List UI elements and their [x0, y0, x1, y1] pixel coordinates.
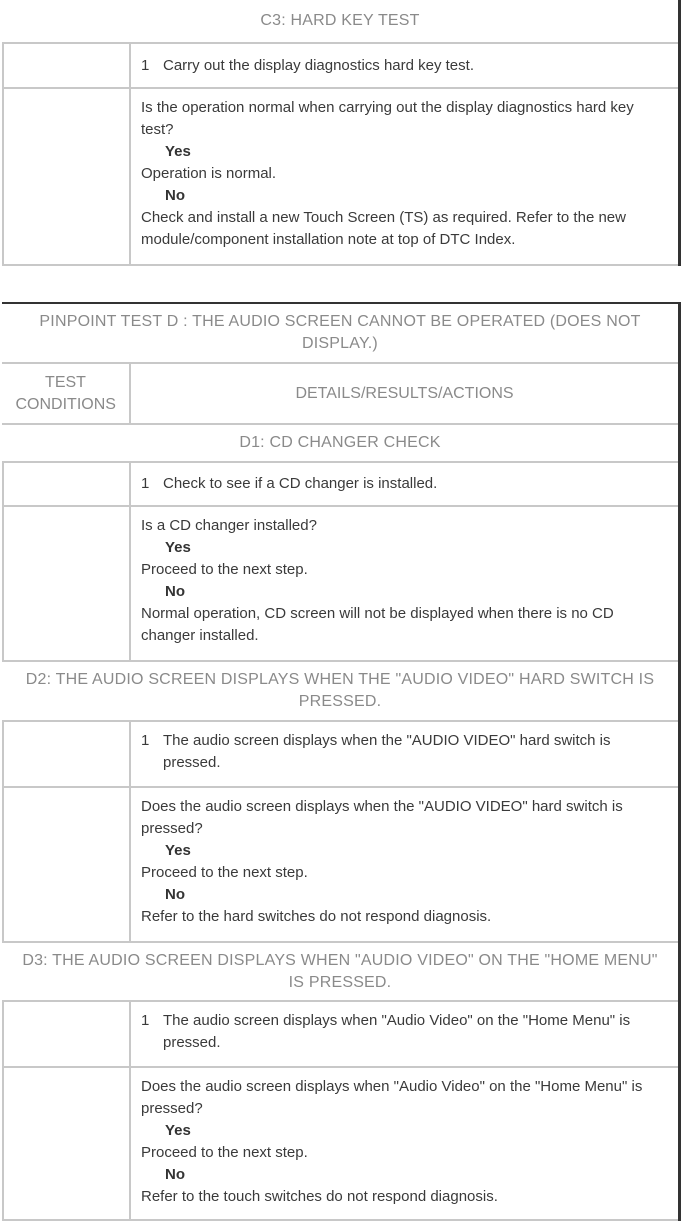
- d1-step-number: 1: [141, 475, 150, 492]
- d2-yes-label: Yes: [165, 842, 191, 859]
- c3-no-text: Check and install a new Touch Screen (TS) as required. Refer to the new module/component installation note at top of DTC Index.: [141, 209, 626, 248]
- d2-step-row: [2, 722, 678, 788]
- d2-question: Does the audio screen displays when the "AUDIO VIDEO" hard switch is pressed?: [141, 798, 623, 837]
- d3-step-cell: [131, 1002, 678, 1066]
- d3-result-cell: [131, 1068, 678, 1219]
- c3-result-row: [2, 89, 678, 266]
- d1-yes-label: Yes: [165, 539, 191, 556]
- d3-result-condition-cell: [4, 1068, 131, 1219]
- d2-result-cell: [131, 788, 678, 941]
- d3-title: D3: THE AUDIO SCREEN DISPLAYS WHEN "AUDIO VIDEO" ON THE "HOME MENU" IS PRESSED.: [22, 951, 658, 991]
- d1-title-row: [2, 425, 678, 463]
- test-d-title-row: [2, 304, 678, 364]
- d3-no-text: Refer to the touch switches do not respond diagnosis.: [141, 1188, 498, 1205]
- d3-result-row: [2, 1068, 678, 1221]
- d2-step-cell: [131, 722, 678, 786]
- c3-table: [2, 0, 681, 266]
- d2-step-condition-cell: [4, 722, 131, 786]
- d2-result-condition-cell: [4, 788, 131, 941]
- d2-title: D2: THE AUDIO SCREEN DISPLAYS WHEN THE "AUDIO VIDEO" HARD SWITCH IS PRESSED.: [25, 671, 655, 710]
- d1-result-condition-cell: [4, 507, 131, 660]
- c3-result-cell: [131, 89, 678, 264]
- c3-step-text: Carry out the display diagnostics hard key test.: [163, 57, 474, 74]
- d2-yes-text: Proceed to the next step.: [141, 864, 308, 881]
- d3-question: Does the audio screen displays when "Audio Video" on the "Home Menu" is pressed?: [141, 1078, 643, 1117]
- col-test-conditions: TEST CONDITIONS: [2, 364, 131, 423]
- col-details-results-actions: DETAILS/RESULTS/ACTIONS: [295, 384, 514, 402]
- c3-title-row: [2, 0, 678, 44]
- d2-step-number: 1: [141, 732, 150, 749]
- d3-no-label: No: [165, 1166, 185, 1183]
- d1-step-row: [2, 463, 678, 507]
- c3-yes-label: Yes: [165, 143, 191, 160]
- d1-no-label: No: [165, 583, 185, 600]
- c3-step-row: [2, 44, 678, 89]
- d2-no-label: No: [165, 886, 185, 903]
- d1-yes-text: Proceed to the next step.: [141, 561, 308, 578]
- d1-step-condition-cell: [4, 463, 131, 505]
- d3-yes-label: Yes: [165, 1122, 191, 1139]
- d3-title-row: [2, 943, 678, 1002]
- c3-step-cell: [131, 44, 678, 87]
- column-header-row: [2, 364, 678, 425]
- d2-step-text: The audio screen displays when the "AUDIO VIDEO" hard switch is pressed.: [163, 732, 611, 771]
- test-d-table: [2, 302, 681, 1221]
- d1-result-cell: [131, 507, 678, 660]
- d2-no-text: Refer to the hard switches do not respond diagnosis.: [141, 908, 492, 925]
- d3-step-condition-cell: [4, 1002, 131, 1066]
- d2-title-row: [2, 662, 678, 722]
- d3-step-row: [2, 1002, 678, 1068]
- c3-step-number: 1: [141, 57, 150, 74]
- d1-step-cell: [131, 463, 678, 505]
- c3-no-label: No: [165, 187, 185, 204]
- c3-result-condition-cell: [4, 89, 131, 264]
- test-d-title: PINPOINT TEST D : THE AUDIO SCREEN CANNOT BE OPERATED (DOES NOT DISPLAY.): [39, 313, 641, 352]
- d3-yes-text: Proceed to the next step.: [141, 1144, 308, 1161]
- c3-title: C3: HARD KEY TEST: [260, 12, 420, 29]
- d1-result-row: [2, 507, 678, 662]
- d3-step-text: The audio screen displays when "Audio Video" on the "Home Menu" is pressed.: [163, 1012, 631, 1051]
- d1-question: Is a CD changer installed?: [141, 517, 317, 534]
- d1-step-text: Check to see if a CD changer is installed.: [163, 475, 438, 492]
- c3-step-condition-cell: [4, 44, 131, 87]
- d3-step-number: 1: [141, 1012, 150, 1029]
- d1-no-text: Normal operation, CD screen will not be displayed when there is no CD changer installed.: [141, 605, 614, 644]
- c3-question: Is the operation normal when carrying out the display diagnostics hard key test?: [141, 99, 634, 138]
- d2-result-row: [2, 788, 678, 943]
- d1-title: D1: CD CHANGER CHECK: [239, 434, 441, 451]
- c3-yes-text: Operation is normal.: [141, 165, 277, 182]
